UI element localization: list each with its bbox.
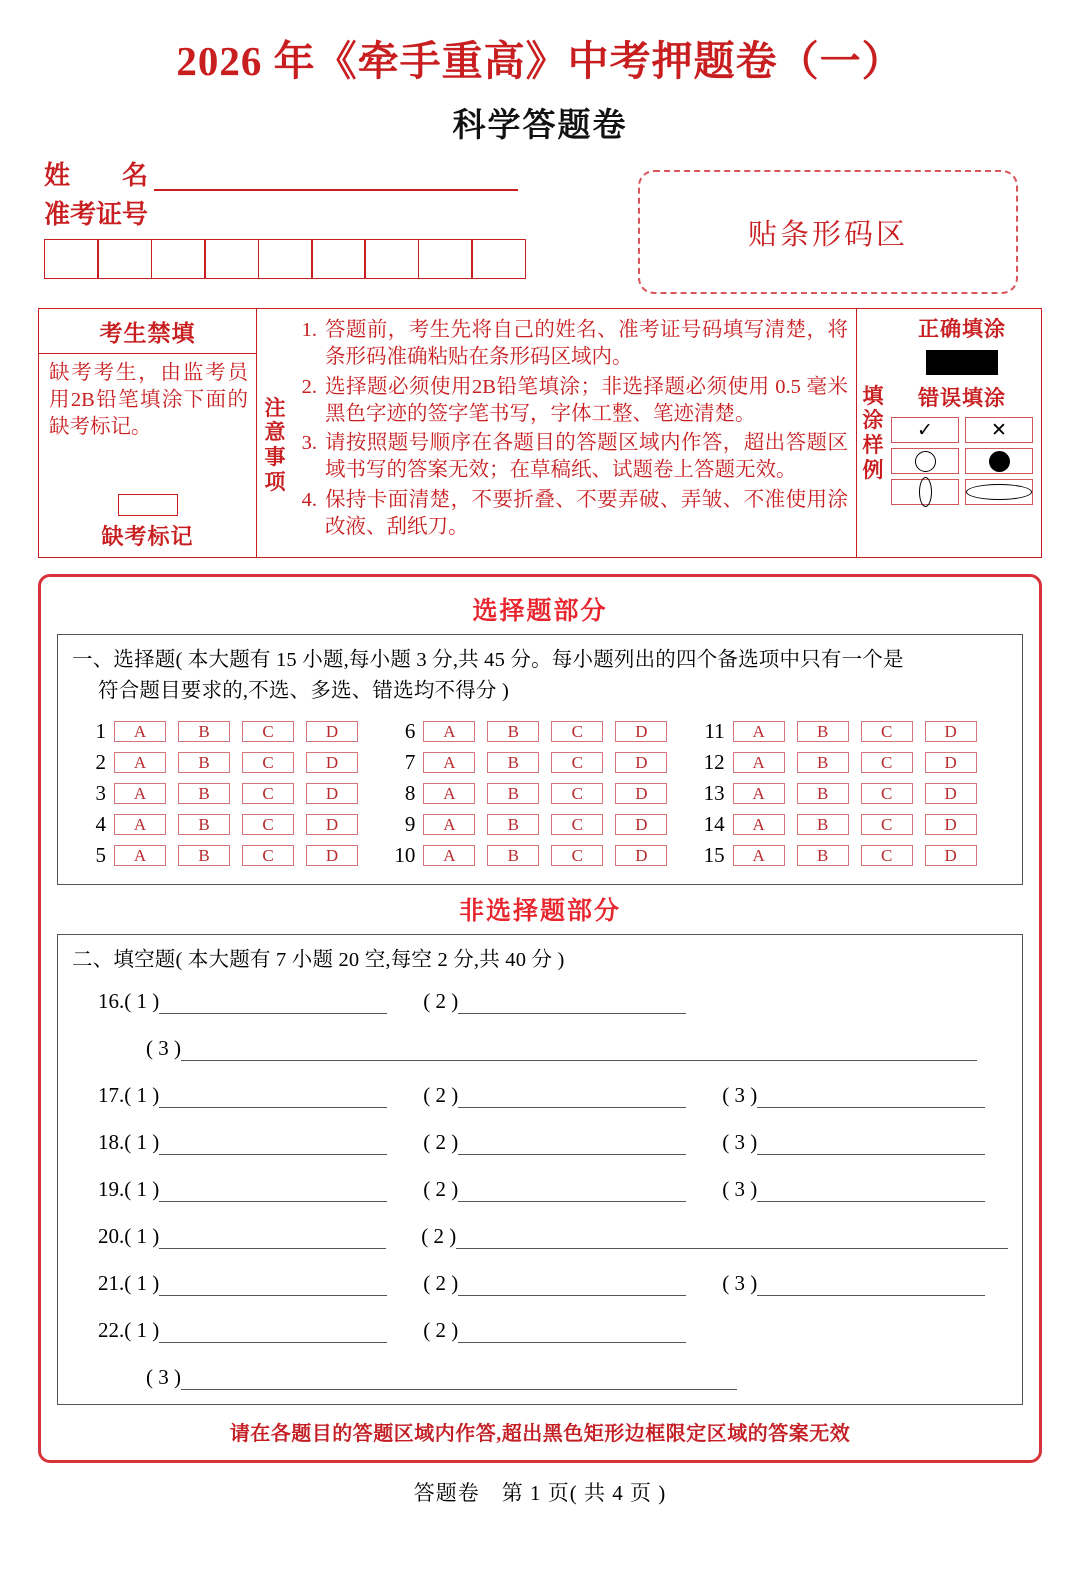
exam-number-row: [44, 201, 638, 230]
option-c[interactable]: C: [242, 752, 294, 773]
mcq-row: [80, 810, 389, 840]
correct-fill-label: 正确填涂: [918, 317, 1006, 342]
answer-blank[interactable]: [458, 1088, 686, 1108]
mcq-grid: [72, 717, 1008, 872]
fill-row: [72, 989, 1008, 1014]
fill-sample-vertical-char: 样: [862, 433, 884, 458]
fill-intro: 二、填空题( 本大题有 7 小题 20 空,每空 2 分,共 40 分 ): [72, 948, 565, 971]
option-c[interactable]: C: [551, 721, 603, 742]
option-a[interactable]: A: [733, 721, 785, 742]
sub-label: ( 1 ): [124, 1318, 160, 1343]
option-c[interactable]: C: [242, 845, 294, 866]
fill-row: [72, 1318, 1008, 1343]
mcq-number: 13: [703, 781, 725, 806]
note-item: [295, 317, 848, 372]
fill-row: [72, 1130, 1008, 1155]
option-d[interactable]: D: [615, 752, 667, 773]
mcq-row: [699, 841, 1008, 871]
fill-row: [72, 1177, 1008, 1202]
answer-blank[interactable]: [458, 1182, 686, 1202]
option-d[interactable]: D: [306, 845, 358, 866]
mcq-row: [389, 841, 698, 871]
note-number: 1.: [301, 319, 317, 342]
fill-sample-box: [857, 309, 1041, 557]
question-number: 16.: [98, 989, 125, 1014]
exam-number-cell[interactable]: [97, 239, 152, 279]
answer-blank[interactable]: [757, 1135, 985, 1155]
option-a[interactable]: A: [733, 845, 785, 866]
notes-box: [257, 309, 857, 557]
mcq-number: 9: [404, 812, 416, 837]
choice-intro-line1: 一、选择题( 本大题有 15 小题,每小题 3 分,共 45 分。每小题列出的四个备选项中只有一个是: [72, 649, 904, 672]
answer-blank[interactable]: [159, 1229, 385, 1249]
mcq-row: [389, 779, 698, 809]
option-b[interactable]: B: [487, 752, 539, 773]
sub-label: ( 3 ): [146, 1365, 181, 1390]
mcq-number: 1: [95, 719, 106, 744]
absent-mark-box[interactable]: [118, 494, 178, 516]
panel-footer-note: 请在各题目的答题区域内作答,超出黑色矩形边框限定区域的答案无效: [229, 1423, 851, 1446]
option-d[interactable]: D: [925, 752, 977, 773]
option-a[interactable]: A: [733, 752, 785, 773]
exam-number-cell[interactable]: [418, 239, 473, 279]
exam-number-cell[interactable]: [311, 239, 366, 279]
answer-blank[interactable]: [456, 1229, 1008, 1249]
option-c[interactable]: C: [861, 814, 913, 835]
exam-number-cell[interactable]: [204, 239, 259, 279]
question-number: 22.: [98, 1318, 125, 1343]
option-c[interactable]: C: [861, 721, 913, 742]
option-b[interactable]: B: [797, 845, 849, 866]
wrong-mark-check: [891, 417, 959, 443]
note-text: 请按照题号顺序在各题目的答题区域内作答，超出答题区域书写的答案无效；在草稿纸、试题卷上答题无效。: [325, 432, 848, 482]
wrong-fill-examples: [889, 417, 1035, 505]
sub-label: ( 3 ): [722, 1177, 758, 1202]
answer-blank[interactable]: [181, 1041, 977, 1061]
mcq-row: [699, 748, 1008, 778]
forbidden-header: 考生禁填: [39, 309, 256, 354]
option-d[interactable]: D: [925, 845, 977, 866]
identity-fields: [38, 162, 638, 279]
option-b[interactable]: B: [487, 783, 539, 804]
option-d[interactable]: D: [925, 814, 977, 835]
option-c[interactable]: C: [242, 783, 294, 804]
mcq-row: [80, 779, 389, 809]
option-b[interactable]: B: [487, 721, 539, 742]
mcq-number: 8: [404, 781, 416, 806]
mcq-column: [389, 717, 698, 872]
option-c[interactable]: C: [242, 814, 294, 835]
notes-vertical-char: 意: [264, 420, 286, 445]
notes-list: [293, 309, 856, 557]
option-b[interactable]: B: [797, 814, 849, 835]
sub-label: ( 2 ): [421, 1224, 457, 1249]
sub-label: ( 2 ): [423, 1177, 459, 1202]
check-icon: ✓: [917, 419, 933, 441]
fill-sample-vertical-char: 例: [862, 457, 884, 482]
option-d[interactable]: D: [615, 783, 667, 804]
option-c[interactable]: C: [861, 845, 913, 866]
choice-question-box: [57, 634, 1023, 885]
note-number: 2.: [301, 375, 317, 398]
option-d[interactable]: D: [306, 721, 358, 742]
option-a[interactable]: A: [114, 814, 166, 835]
answer-blank[interactable]: [458, 994, 686, 1014]
answer-blank[interactable]: [757, 1276, 985, 1296]
page-title: 2026 年《牵手重高》中考押题卷（一）: [176, 38, 904, 84]
question-number: 17.: [98, 1083, 125, 1108]
question-number: 20.: [98, 1224, 125, 1249]
option-b[interactable]: B: [487, 814, 539, 835]
filled-circle-icon: [989, 451, 1010, 472]
answer-blank[interactable]: [757, 1088, 985, 1108]
sub-label: ( 3 ): [722, 1271, 758, 1296]
exam-number-label: 准考证号: [44, 199, 149, 229]
option-c[interactable]: C: [242, 721, 294, 742]
option-c[interactable]: C: [861, 752, 913, 773]
note-item: [295, 487, 848, 542]
exam-number-cell[interactable]: [151, 239, 206, 279]
mcq-number: 2: [95, 750, 106, 775]
sub-label: ( 2 ): [423, 989, 459, 1014]
option-b[interactable]: B: [178, 783, 230, 804]
wrong-fill-label: 错误填涂: [918, 386, 1006, 411]
answer-blank[interactable]: [159, 994, 387, 1014]
wrong-mark-circle: [891, 448, 959, 474]
question-number: 19.: [98, 1177, 125, 1202]
choice-section-header: 选择题部分: [472, 598, 608, 626]
fill-row: [72, 1224, 1008, 1249]
notes-vertical-char: 项: [264, 469, 286, 494]
exam-number-cells[interactable]: [44, 239, 638, 279]
sub-label: ( 1 ): [124, 1130, 160, 1155]
option-b[interactable]: B: [178, 845, 230, 866]
option-d[interactable]: D: [925, 721, 977, 742]
forbidden-fill-box: [39, 309, 257, 557]
fill-question-box: [57, 934, 1023, 1406]
exam-number-cell[interactable]: [44, 239, 99, 279]
answer-blank[interactable]: [181, 1370, 737, 1390]
answer-blank[interactable]: [159, 1088, 387, 1108]
fill-sample-vertical-char: 填: [862, 383, 884, 408]
option-a[interactable]: A: [114, 721, 166, 742]
fill-row: [72, 1271, 1008, 1296]
answer-blank[interactable]: [159, 1182, 387, 1202]
option-a[interactable]: A: [733, 814, 785, 835]
choice-intro: [72, 645, 1008, 707]
note-item: [295, 430, 848, 485]
mcq-number: 6: [404, 719, 416, 744]
sub-label: ( 1 ): [124, 1224, 160, 1249]
answer-blank[interactable]: [458, 1323, 686, 1343]
notes-vertical-label: [257, 309, 293, 557]
mcq-number: 15: [703, 843, 725, 868]
mcq-number: 11: [704, 719, 725, 744]
note-text: 保持卡面清楚，不要折叠、不要弄破、弄皱、不准使用涂改液、刮纸刀。: [325, 488, 848, 538]
notes-vertical-char: 注: [264, 395, 286, 420]
sub-label: ( 1 ): [124, 1271, 160, 1296]
sub-label: ( 1 ): [124, 1083, 160, 1108]
option-d[interactable]: D: [306, 814, 358, 835]
mcq-row: [699, 779, 1008, 809]
mcq-row: [80, 841, 389, 871]
option-a[interactable]: A: [114, 783, 166, 804]
option-b[interactable]: B: [797, 783, 849, 804]
mcq-number: 5: [95, 843, 106, 868]
barcode-label: 贴条形码区: [747, 218, 908, 251]
answer-blank[interactable]: [458, 1135, 686, 1155]
mcq-column: [699, 717, 1008, 872]
option-d[interactable]: D: [615, 814, 667, 835]
exam-number-cell[interactable]: [364, 239, 419, 279]
close-icon: ✕: [991, 419, 1007, 441]
option-c[interactable]: C: [551, 814, 603, 835]
vertical-ellipse-icon: [919, 477, 932, 507]
choice-intro-line2: 符合题目要求的,不选、多选、错选均不得分 ): [98, 679, 509, 702]
sub-label: ( 1 ): [124, 1177, 160, 1202]
name-row: [44, 162, 638, 191]
sub-label: ( 2 ): [423, 1318, 459, 1343]
sub-label: ( 3 ): [722, 1083, 758, 1108]
option-b[interactable]: B: [487, 845, 539, 866]
notice-block: [38, 308, 1042, 558]
mcq-number: 12: [703, 750, 725, 775]
name-input[interactable]: [154, 167, 518, 191]
circle-outline-icon: [915, 451, 936, 472]
fill-sample-vertical-char: 涂: [862, 408, 884, 433]
sub-label: ( 2 ): [423, 1083, 459, 1108]
option-a[interactable]: A: [423, 845, 475, 866]
option-d[interactable]: D: [306, 752, 358, 773]
notes-vertical-char: 事: [264, 445, 286, 470]
option-a[interactable]: A: [114, 752, 166, 773]
mcq-row: [80, 748, 389, 778]
fill-row: [72, 1365, 1008, 1390]
option-d[interactable]: D: [925, 783, 977, 804]
option-b[interactable]: B: [178, 814, 230, 835]
note-number: 4.: [301, 488, 317, 511]
identity-row: [38, 162, 1042, 294]
option-d[interactable]: D: [615, 845, 667, 866]
sub-label: ( 2 ): [423, 1271, 459, 1296]
note-text: 答题前，考生先将自己的姓名、准考证号码填写清楚，将条形码准确粘贴在条形码区域内。: [325, 319, 848, 369]
fill-row: [72, 1036, 1008, 1061]
question-number: 21.: [98, 1271, 125, 1296]
fill-sample-body: [889, 309, 1041, 557]
absent-mark-label: 缺考标记: [101, 524, 194, 550]
option-b[interactable]: B: [797, 752, 849, 773]
option-a[interactable]: A: [423, 814, 475, 835]
note-text: 选择题必须使用2B铅笔填涂；非选择题必须使用 0.5 毫米黑色字迹的签字笔书写，字体工整、笔迹清楚。: [325, 375, 848, 425]
option-d[interactable]: D: [306, 783, 358, 804]
wrong-mark-dot: [965, 448, 1033, 474]
sub-label: ( 1 ): [124, 989, 160, 1014]
option-a[interactable]: A: [114, 845, 166, 866]
exam-number-cell[interactable]: [258, 239, 313, 279]
option-b[interactable]: B: [178, 752, 230, 773]
mcq-row: [389, 717, 698, 747]
sub-label: ( 2 ): [423, 1130, 459, 1155]
answer-blank[interactable]: [159, 1135, 387, 1155]
exam-number-cell[interactable]: [471, 239, 526, 279]
name-label: 姓 名: [44, 161, 149, 191]
forbidden-body-text: 缺考考生，由监考员用2B铅笔填涂下面的缺考标记。: [49, 362, 248, 439]
wrong-mark-vertical-ellipse: [891, 479, 959, 505]
barcode-area: [638, 170, 1018, 294]
mcq-number: 14: [703, 812, 725, 837]
option-c[interactable]: C: [551, 783, 603, 804]
option-b[interactable]: B: [178, 721, 230, 742]
mcq-number: 7: [404, 750, 416, 775]
answer-panel: [38, 574, 1042, 1463]
option-c[interactable]: C: [861, 783, 913, 804]
option-d[interactable]: D: [615, 721, 667, 742]
mcq-row: [389, 810, 698, 840]
mcq-number: 10: [394, 843, 416, 868]
sub-label: ( 3 ): [722, 1130, 758, 1155]
option-a[interactable]: A: [733, 783, 785, 804]
question-number: 18.: [98, 1130, 125, 1155]
page-footer: 答题卷 第 1 页( 共 4 页 ): [413, 1481, 667, 1506]
option-a[interactable]: A: [423, 783, 475, 804]
mcq-row: [699, 810, 1008, 840]
fill-sample-vertical-label: [857, 309, 889, 557]
nonchoice-section-header: 非选择题部分: [458, 897, 621, 925]
option-b[interactable]: B: [797, 721, 849, 742]
note-item: [295, 374, 848, 429]
answer-blank[interactable]: [757, 1182, 985, 1202]
answer-blank[interactable]: [159, 1323, 387, 1343]
horizontal-ellipse-icon: [966, 484, 1032, 500]
option-a[interactable]: A: [423, 721, 475, 742]
option-c[interactable]: C: [551, 845, 603, 866]
option-a[interactable]: A: [423, 752, 475, 773]
wrong-mark-x: [965, 417, 1033, 443]
note-number: 3.: [301, 432, 317, 455]
mcq-row: [389, 748, 698, 778]
option-c[interactable]: C: [551, 752, 603, 773]
page-subtitle: 科学答题卷: [452, 108, 628, 145]
mcq-row: [699, 717, 1008, 747]
answer-blank[interactable]: [458, 1276, 686, 1296]
mcq-number: 3: [95, 781, 106, 806]
sub-label: ( 3 ): [146, 1036, 181, 1061]
correct-fill-mark: [926, 350, 998, 375]
mcq-row: [80, 717, 389, 747]
mcq-column: [80, 717, 389, 872]
wrong-mark-horizontal-ellipse: [965, 479, 1033, 505]
mcq-number: 4: [95, 812, 106, 837]
answer-blank[interactable]: [159, 1276, 387, 1296]
fill-row: [72, 1083, 1008, 1108]
